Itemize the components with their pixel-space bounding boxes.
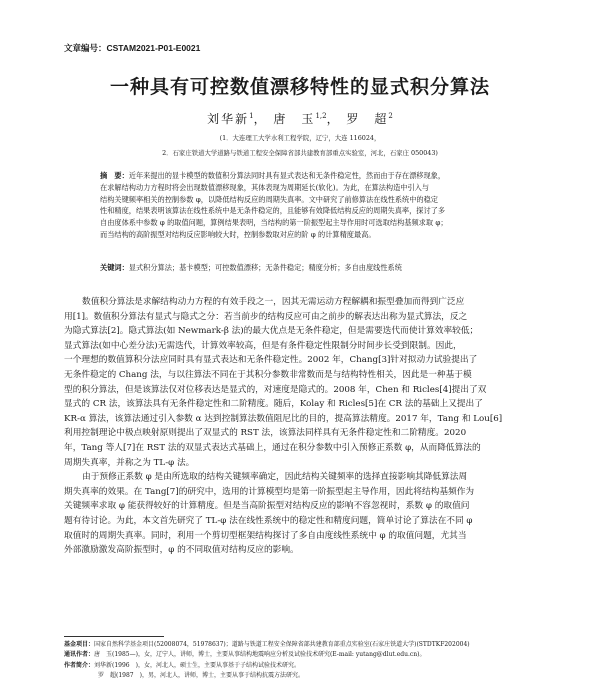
- affiliation-line: 2．石家庄铁道大学道路与铁道工程安全保障省部共建教育部重点实验室，河北，石家庄 050043): [162, 149, 438, 157]
- body-line: 显式的 CR 法，该算法具有无条件稳定性和二阶精度。随后，Kolay 和 Ricles[5]在 CR 法的基础上又提出了: [64, 399, 483, 410]
- abstract-line: 在求解结构动力方程时将会出现数值漂移现象，其体表现为周期延长(软化)。为此，在算法构造中引入与: [100, 182, 430, 192]
- author-affil-marker: 1: [249, 112, 254, 120]
- body-line: 外部激励激发高阶振型时，φ 的不同取值对结构反应的影响。: [64, 545, 299, 556]
- correspondence-label: 通讯作者：: [64, 651, 95, 659]
- author-affil-marker: 2: [388, 112, 393, 120]
- affiliation-line: (1．大连理工大学水利工程学院，辽宁，大连 116024，: [219, 134, 381, 142]
- body-line: 由于预修正系数 φ 是由所选取的结构关键频率确定，因此结构关键频率的选择直接影响其降低算法周: [82, 472, 468, 483]
- body-line: 取值时的周期失真率。同时，利用一个剪切型框架结构探讨了多自由度线性系统中 φ 的取值问题，尤其当: [64, 530, 467, 541]
- paper-title: 一种具有可控数值漂移特性的显式积分算法: [109, 76, 490, 98]
- body-line: 一个理想的数值算积分法应同时具有显式表达和无条件稳定性。2002 年，Chang[3]针对拟动力试验提出了: [64, 355, 478, 366]
- author-bio-label: 作者简介：: [64, 661, 95, 669]
- body-line: 利用控制理论中极点映射原则提出了双显式的 RST 法，该算法同样具有无条件稳定性和二阶精度。2020: [64, 428, 467, 439]
- body-line: 题有待讨论。为此，本文首先研究了 TL-φ 法在线性系统中的稳定性和精度问题，简单讨论了算法在不同 φ: [64, 515, 473, 526]
- abstract-line: [100, 170, 532, 182]
- fund-text: 国家自然科学基金项目(52008074，51978637)；道路与铁道工程安全保障省部共建教育部重点实验室(石家庄铁道大学)(STDTKF202004): [94, 641, 470, 648]
- body-line: 为隐式算法[2]。隐式算法(如 Newmark-β 法)的最大优点是无条件稳定，但是需要迭代而使计算效率较低；: [64, 326, 479, 337]
- footnotes-block: [64, 640, 544, 682]
- body-line: 周期失真率，并称之为 TL-φ 法。: [64, 457, 195, 468]
- body-line: KR-α 算法，该算法通过引入参数 α 达到控制算法数值阻尼比的目的，提高算法精度。2017 年，Tang 和 Lou[6]: [64, 413, 503, 424]
- footnote-bio: [64, 661, 544, 671]
- keywords-label: 关键词：: [100, 263, 129, 272]
- footnote-fund: [64, 640, 544, 650]
- body-line: 数值积分算法是求解结构动力方程的有效手段之一，因其无需运动方程解耦和振型叠加而得到广泛应: [82, 297, 465, 307]
- author-affil-marker: 1,2: [315, 112, 327, 120]
- introduction-body: [64, 295, 544, 558]
- fund-label: 基金项目：: [64, 641, 95, 648]
- bio-text: 唐 玉(1985—)，女，辽宁人，讲师，博士，主要从事结构地震响应分析及试验技术研究(E-mail: yutang@dlut.edu.cn)。: [94, 651, 426, 659]
- author-name: 刘华新: [207, 112, 250, 126]
- body-line: 显式算法(如中心差分法)无需迭代，计算效率较高，但是有条件稳定性限制分时间步长受到限制。因此，: [64, 340, 462, 351]
- body-line: 无条件稳定的 Chang 法，与以往算法不同在于其积分参数非常数而是与结构特性相关，因此是一种基于模: [64, 369, 472, 380]
- author-list: 刘华新$^1$， 唐 玉$^{1,2}$， 罗 超$^2$: [207, 112, 393, 126]
- abstract-text: 近年来提出的显卡模型的数值积分算法同时具有显式表达和无条件稳定性，然而由于存在漂移现象，: [128, 171, 446, 180]
- abstract-line: 而当结构的高阶振型对结构反应影响较大时，控制参数取对应的阶 φ 的计算精度最高。: [100, 229, 376, 239]
- abstract-label: 摘 要：: [100, 171, 129, 180]
- author-name: 唐 玉: [273, 112, 316, 126]
- article-number: 文章编号：CSTAM2021-P01-E0021: [64, 43, 201, 53]
- body-line: 关键频率求取 φ 能获得较好的计算精度。但是当高阶振型对结构反应的影响不容忽视时，系数 φ 的取值问: [64, 501, 470, 512]
- body-line: 期失真率的效果。在 Tang[7]的研究中，选用的计算模型均是第一阶振型起主导作用，因此将结构基频作为: [64, 486, 475, 497]
- body-line: 用[1]。数值积分算法有显式与隐式之分：若当前步的结构反应可由之前步的解表达出称为显式算法，反之: [64, 311, 468, 322]
- abstract-line: 结构关键频率相关的控制参数 φ，以降低结构反应的周期失真率。文中研究了前修算法在线性系统中的稳定: [100, 194, 438, 204]
- body-line: 型的积分算法，但是该算法仅对位移表达是显式的，对速度是隐式的。2008 年，Chen 和 Ricles[4]提出了双: [64, 384, 487, 395]
- abstract-block: [100, 170, 532, 241]
- abstract-line: 性和精度，结果表明该算法在线性系统中是无条件稳定的，且能够有效降低结构反应的周期失真率，探讨了多: [100, 206, 446, 216]
- footnote-divider: [64, 636, 164, 637]
- author-name: 罗 超: [346, 112, 389, 126]
- keywords-text: 显式积分算法；基卡模型；可控数值漂移；无条件稳定；精度分析；多自由度线性系统: [128, 263, 402, 272]
- keywords-line: [100, 263, 532, 273]
- bio-text: 刘华新(1996 )，女，河北人，硕士生，主要从事基于子结构试验技术研究。: [94, 661, 300, 669]
- abstract-line: 自由度体系中参数 φ 的取值问题，算例结果表明，当结构的第一阶振型起主导作用时可选取结构基频求取 φ；: [100, 218, 448, 228]
- body-line: 年，Tang 等人[7]在 RST 法的双显式表达式基础上，通过在积分参数中引入预修正系数 φ，从而降低算法的: [64, 442, 481, 453]
- footnote-bio: [64, 650, 544, 660]
- footnote-bio: 罗 超(1987 )，男，河北人，讲师，博士，主要从事于结构抗震方法研究。: [98, 672, 304, 680]
